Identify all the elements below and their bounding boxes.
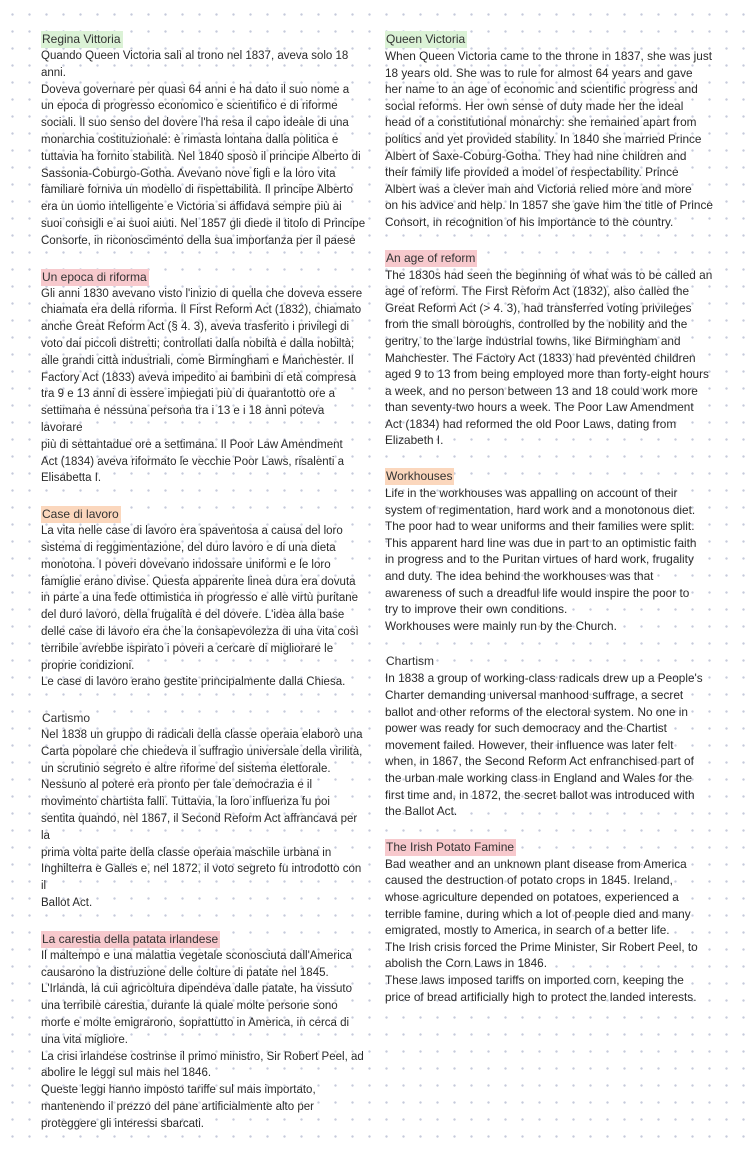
section-heading: Un epoca di riforma xyxy=(42,269,147,284)
section-body: Il maltempo e una malattia vegetale sconosciuta dall'America causarono la distruzione delle colture di patate nel 1845. L'Irlanda, la cui agricoltura dipendeva dalle patate, ha vissuto una terribile carestia, durante la quale molte persone sono morte e molte emigrarono, soprattutto in America, in cerca di una vita migliore. La crisi irlandese costrinse il primo ministro, Sir Robert Peel, ad abolire le leggi sul mais nel 1846. Queste leggi hanno imposto tariffe sul mais importato, mantenendo il prezzo del pane artificialmente alto per proteggere gli interessi sbarcati. xyxy=(41,949,364,1130)
section-body: Nel 1838 un gruppo di radicali della classe operaia elaborò una Carta popolare che chiedeva il suffragio universale della virilità, un scrutinio segreto e altre riforme del sistema elettorale. Nessuno al potere era pronto per tale democrazia e il movimento chartista fallì. Tuttavia, la loro influenza fu poi sentita quando, nel 1867, il Second Reform Act affrancava per la prima volta parte della classe operaia maschile urbana in Inghilterra e Galles e, nel 1872, il voto segreto fu introdotto con il Ballot Act. xyxy=(41,729,363,910)
section-queen-victoria xyxy=(385,30,715,231)
section-body: Life in the workhouses was appalling on account of their system of regimentation, hard work and a monotonous diet. The poor had to wear uniforms and their families were split. This apparent hard line was due in part to an optimistic faith in progress and to the Puritan virtues of hard work, frugality and duty. The idea behind the workhouses was that awareness of such a dreadful life would inspire the poor to try to improve their own conditions. Workhouses were mainly run by the Church. xyxy=(385,486,697,633)
section-body: In 1838 a group of working-class radicals drew up a People's Charter demanding universal manhood suffrage, a secret ballot and other reforms of the electoral system. No one in power was ready for such democracy and the Chartist movement failed. However, their influence was later felt when, in 1867, the Second Reform Act enfranchised part of the urban male working class in England and Wales for the first time and, in 1872, the secret ballot was introduced with the Ballot Act. xyxy=(385,671,703,819)
section-heading: Workhouses xyxy=(386,469,453,484)
section-epoca-di-riforma xyxy=(41,268,367,488)
section-body: Quando Queen Victoria salì al trono nel 1837, aveva solo 18 anni. Doveva governare per quasi 64 anni e ha dato il suo nome a un epoca di progresso economico e scientifico e di riforme sociali. Il suo senso del dovere l'ha resa il capo ideale di una monarchia costituzionale: è rimasta lontana dalla politica e tuttavia ha fornito stabilità. Nel 1840 sposò il principe Alberto di Sassonia-Coburgo-Gotha. Avevano nove figli e la loro vita familiare forniva un modello di rispettabilità. Il principe Alberto era un uomo intelligente e Victoria si affidava sempre più ai suoi consigli e ai suoi aiuti. Nel 1857 gli diede il titolo di Principe Consorte, in riconoscimento della sua importanza per il paese xyxy=(41,50,366,247)
section-body: Gli anni 1830 avevano visto l'inizio di quella che doveva essere chiamata era della riforma. Il First Reform Act (1832), chiamato anche Great Reform Act (§ 4. 3), aveva trasferito i privilegi di voto dai piccoli distretti; controllati dalla nobiltà e dalla nobiltà; alle grandi città industriali, come Birmingham e Manchester. Il Factory Act (1833) aveva impedito ai bambini di età compresa tra 9 e 13 anni di essere impiegati più di quarantotto ore a settimana e nessuna persona tra i 13 e i 18 anni poteva lavorare più di settantadue ore a settimana. Il Poor Law Amendment Act (1834) aveva riformato le vecchie Poor Laws, risalenti a Elisabetta I. xyxy=(41,287,363,485)
section-heading: Chartism xyxy=(386,654,435,669)
section-heading: Cartismo xyxy=(42,711,91,726)
section-heading: Queen Victoria xyxy=(386,32,466,46)
section-heading: Case di lavoro xyxy=(42,507,119,522)
section-body: The 1830s had seen the beginning of what was to be called an age of reform. The First Reform Act (1832), also called the Great Reform Act (> 4. 3), had transferred voting privileges from the small boroughs, controlled by the nobility and the gentry, to the large industrial towns, like Birmingham and Manchester. The Factory Act (1833) had prevented children aged 9 to 13 from being employed more than forty-eight hours a week, and no person between 13 and 18 could work more than seventy-two hours a week. The Poor Law Amendment Act (1834) had reformed the old Poor Laws, dating from Elizabeth I. xyxy=(385,267,713,448)
section-workhouses xyxy=(385,467,715,634)
english-column xyxy=(385,30,715,1023)
section-regina-vittoria xyxy=(41,30,367,250)
section-age-of-reform xyxy=(385,249,715,450)
section-irish-potato-famine xyxy=(385,838,715,1005)
section-cartismo xyxy=(41,709,367,912)
section-heading: La carestia della patata irlandese xyxy=(42,931,219,946)
section-heading: Regina Vittoria xyxy=(42,32,121,46)
section-body: Bad weather and an unknown plant disease from America caused the destruction of potato crops in 1845. Ireland, whose agriculture depended on potatoes, experienced a terrible famine, during which a lot of people died and many emigrated, mostly to America, in search of a better life. The Irish crisis forced the Prime Minister, Sir Robert Peel, to abolish the Corn Laws in 1846. These laws imposed tariffs on imported corn, keeping the price of bread artificially high to protect the landed interests. xyxy=(385,856,698,1004)
section-body: When Queen Victoria came to the throne in 1837, she was just 18 years old. She was to rule for almost 64 years and gave her name to an age of economic and scientific progress and social reforms. Her own sense of duty made her the ideal head of a constitutional monarchy: she remained apart from politics and yet provided stability. In 1840 she married Prince Albert of Saxe-Coburg-Gotha. They had nine children and their family life provided a model of respectability. Prince Albert was a clever man and Victoria relied more and more on his advice and help. In 1857 she gave him the title of Prince Consort, in recognition of his importance to the country. xyxy=(385,49,713,229)
section-heading: The Irish Potato Famine xyxy=(386,839,515,854)
section-carestia-patata xyxy=(41,930,367,1133)
section-body: La vita nelle case di lavoro era spaventosa a causa del loro sistema di reggimentazione, del duro lavoro e di una dieta monotona. I poveri dovevano indossare uniformi e le loro famiglie erano divise. Questa apparente linea dura era dovuta in parte a una fede ottimistica in progresso e alle virtù puritane del duro lavoro, della frugalità e del dovere. L'idea alla base delle case di lavoro era che la consapevolezza di una vita così terribile avrebbe ispirato i poveri a cercare di migliorare le proprie condizioni. Le case di lavoro erano gestite principalmente dalla Chiesa. xyxy=(41,525,359,689)
section-case-di-lavoro xyxy=(41,505,367,691)
section-chartism xyxy=(385,652,715,819)
italian-column xyxy=(41,30,367,1151)
section-heading: An age of reform xyxy=(386,250,476,265)
